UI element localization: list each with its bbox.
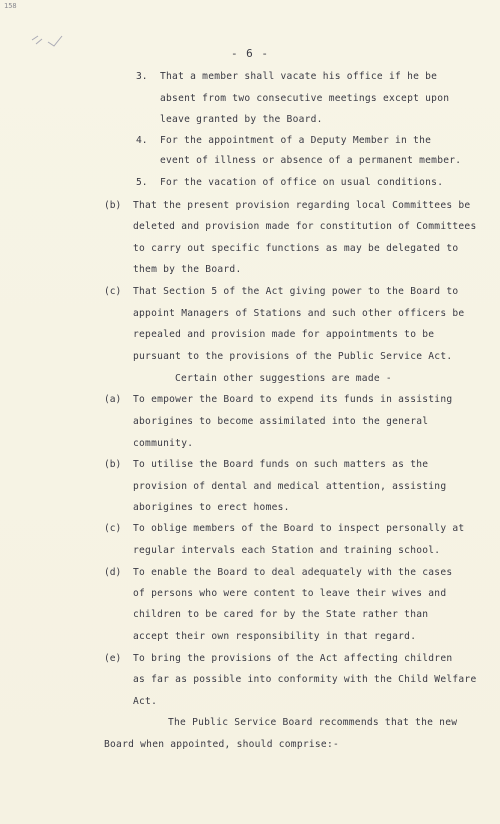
body-line: To oblige members of the Board to inspect personally at (133, 523, 465, 534)
body-line: For the appointment of a Deputy Member in the (160, 135, 432, 146)
body-line: That Section 5 of the Act giving power to the Board to (133, 286, 459, 297)
body-line: Board when appointed, should comprise:- (104, 739, 340, 750)
body-line: Act. (133, 696, 158, 707)
body-line: For the vacation of office on usual conditions. (160, 177, 444, 188)
corner-page-mark: 158 (4, 2, 17, 10)
clause-label-b: (b) (104, 200, 122, 211)
body-line: accept their own responsibility in that regard. (133, 631, 417, 642)
body-line: leave granted by the Board. (160, 114, 323, 125)
body-line: provision of dental and medical attention, assisting (133, 481, 447, 492)
page-number: - 6 - (230, 47, 270, 60)
body-line: To utilise the Board funds on such matters as the (133, 459, 429, 470)
item-label-3: 3. (136, 71, 148, 82)
body-line: absent from two consecutive meetings except upon (160, 93, 450, 104)
suggestion-label-d: (d) (104, 567, 122, 578)
body-line: The Public Service Board recommends that the new (168, 717, 458, 728)
body-line: appoint Managers of Stations and such other officers be (133, 308, 465, 319)
body-line: deleted and provision made for constitution of Committees (133, 221, 477, 232)
body-line: regular intervals each Station and training school. (133, 545, 441, 556)
suggestion-label-c: (c) (104, 523, 122, 534)
body-line: as far as possible into conformity with the Child Welfare (133, 674, 477, 685)
body-line: them by the Board. (133, 264, 242, 275)
body-line: To empower the Board to expend its funds in assisting (133, 394, 453, 405)
body-line: community. (133, 438, 194, 449)
body-line: pursuant to the provisions of the Public Service Act. (133, 351, 453, 362)
clause-label-c: (c) (104, 286, 122, 297)
body-line: aborigines to become assimilated into the general (133, 416, 429, 427)
item-label-5: 5. (136, 177, 148, 188)
body-line: aborigines to erect homes. (133, 502, 290, 513)
body-line: event of illness or absence of a permanent member. (160, 155, 462, 166)
suggestion-label-b: (b) (104, 459, 122, 470)
body-line: To bring the provisions of the Act affecting children (133, 653, 453, 664)
body-line: That a member shall vacate his office if he be (160, 71, 438, 82)
body-line: Certain other suggestions are made - (175, 373, 392, 384)
body-line: of persons who were content to leave their wives and (133, 588, 447, 599)
item-label-4: 4. (136, 135, 148, 146)
suggestion-label-e: (e) (104, 653, 122, 664)
body-line: children to be cared for by the State rather than (133, 609, 429, 620)
body-line: to carry out specific functions as may be delegated to (133, 243, 459, 254)
body-line: To enable the Board to deal adequately with the cases (133, 567, 453, 578)
body-line: That the present provision regarding local Committees be (133, 200, 471, 211)
suggestion-label-a: (a) (104, 394, 122, 405)
body-line: repealed and provision made for appointments to be (133, 329, 435, 340)
